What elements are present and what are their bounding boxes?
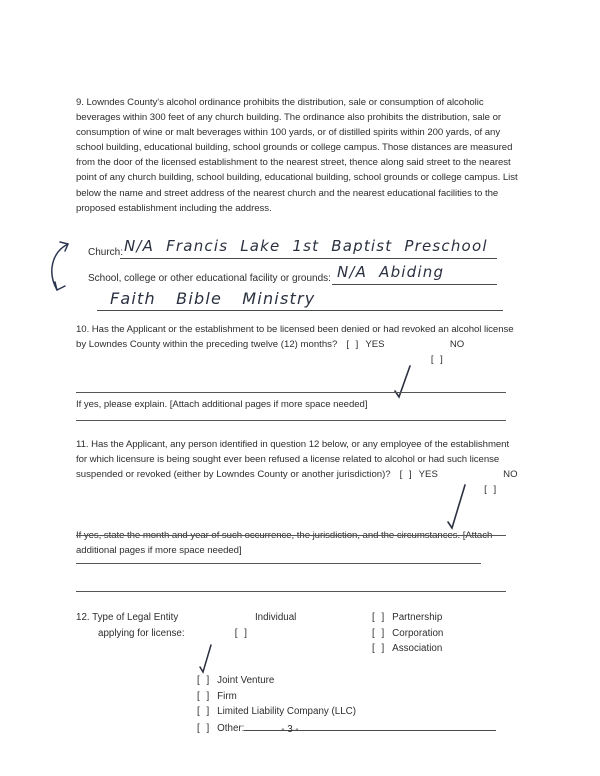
q11-no-checkbox-glyph: [ ] [484, 484, 499, 496]
q12-option-individual-label: Individual [254, 612, 297, 623]
q12-option-joint-venture-label: Joint Venture [217, 674, 275, 686]
q12-option-corporation [372, 626, 512, 642]
q10-line1: 10. Has the Applicant or the establishment to be licensed been denied or had revoked an alcohol license [76, 324, 514, 335]
checkbox-other-glyph: [ ] [197, 722, 212, 734]
q12-label-line1: 12. Type of Legal Entity [76, 612, 179, 623]
q9-line: 9. Lowndes County's alcohol ordinance prohibits the distribution, sale or consumption of alcoholic [76, 97, 484, 108]
q9-line: below the name and street address of the nearest church and the nearest educational facilities to the [76, 187, 499, 199]
q12-entity-column-2 [372, 610, 512, 657]
church-answer-line[interactable] [120, 258, 497, 259]
q12-option-joint-venture [197, 673, 512, 689]
q11-no-checkbox[interactable] [447, 467, 498, 527]
q10-yes-checkbox[interactable] [346, 337, 360, 352]
q9-line: point of any church building, school building, educational building, school grounds or college campus. List [76, 172, 518, 184]
q10-blank-line-1[interactable] [76, 392, 506, 393]
checkbox-partnership[interactable] [372, 610, 386, 626]
q12-option-other-label: Other: [217, 722, 245, 734]
q12-option-association [372, 641, 512, 657]
q10-no-checkmark-icon [392, 364, 414, 400]
q10-no-checkbox[interactable] [394, 337, 445, 397]
q11-line4: If yes, state the month and year of such occurrence, the jurisdiction, and the circumstances. [Attach [76, 529, 493, 541]
q11-line1: 11. Has the Applicant, any person identified in question 12 below, or any employee of the establishment [76, 439, 510, 450]
q12-option-association-label: Association [392, 643, 443, 655]
q9-line: proposed establishment including the address. [76, 202, 272, 214]
q11-no-label: NO [503, 469, 518, 481]
checkbox-llc[interactable] [197, 704, 211, 720]
margin-double-arrow-annotation [42, 236, 76, 298]
q11-line3-text: suspended or revoked (either by Lowndes County or another jurisdiction)? [76, 469, 391, 481]
school-handwritten-value-line2: Faith Bible Ministry [110, 289, 316, 308]
q12-option-llc-label: Limited Liability Company (LLC) [217, 706, 357, 718]
church-handwritten-value: N/A Francis Lake 1st Baptist Preschool [124, 237, 488, 255]
q9-line: beverages within 300 feet of any church building. The ordinance also prohibits the distribution, sale or [76, 112, 502, 124]
q11-no-checkmark-icon [445, 483, 469, 531]
q9-line: from the door of the licensed establishment to the nearest street, thence along said street to the nearest [76, 157, 511, 169]
question-9-paragraph [76, 95, 536, 216]
church-label: Church: [88, 247, 124, 258]
q12-individual-checkmark-icon [197, 643, 215, 675]
q12-option-corporation-label: Corporation [392, 627, 444, 639]
checkbox-corporation[interactable] [372, 626, 386, 642]
q10-answer-row [76, 337, 536, 397]
checkbox-association-glyph: [ ] [372, 643, 387, 655]
q12-option-partnership-label: Partnership [392, 612, 443, 623]
q10-line2-text: by Lowndes County within the preceding twelve (12) months? [76, 339, 338, 351]
page-number: - 3 - [281, 724, 299, 735]
q10-no-label: NO [449, 339, 465, 351]
q10-blank-line-2[interactable] [76, 420, 506, 421]
checkbox-firm-glyph: [ ] [197, 690, 212, 702]
q11-blank-line-1[interactable] [76, 535, 506, 536]
question-12-label [76, 610, 185, 641]
q12-option-partnership [372, 610, 512, 626]
q12-label-line2: applying for license: [98, 627, 185, 639]
q11-line2: for which licensure is being sought ever been refused a license related to alcohol or had such license [76, 454, 500, 466]
checkbox-corporation-glyph: [ ] [372, 627, 387, 639]
q12-option-llc [197, 704, 512, 720]
q11-yes-label: YES [418, 469, 438, 481]
q10-yes-label: YES [365, 339, 385, 351]
q12-option-firm [197, 689, 512, 705]
q11-answer-row [76, 467, 536, 527]
school-label: School, college or other educational facility or grounds: [88, 273, 331, 284]
checkbox-individual[interactable] [197, 610, 249, 673]
q11-yes-checkbox-glyph: [ ] [399, 469, 414, 481]
q11-blank-line-3[interactable] [76, 591, 506, 592]
question-10-paragraph [76, 322, 536, 413]
q11-blank-line-2[interactable] [76, 563, 481, 564]
checkbox-llc-glyph: [ ] [197, 706, 212, 718]
checkbox-joint-venture-glyph: [ ] [197, 674, 212, 686]
q9-line: school building, educational building, school grounds or college campus. Those distances are measured [76, 142, 513, 154]
q12-option-firm-label: Firm [217, 690, 237, 702]
q10-yes-checkbox-glyph: [ ] [346, 339, 361, 351]
q11-line5: additional pages if more space needed] [76, 544, 242, 556]
checkbox-individual-glyph: [ ] [234, 627, 249, 639]
school-answer-line-2[interactable] [97, 310, 503, 311]
checkbox-partnership-glyph: [ ] [372, 612, 387, 623]
checkbox-joint-venture[interactable] [197, 673, 211, 689]
school-handwritten-value: N/A Abiding [337, 263, 445, 281]
q10-no-checkbox-glyph: [ ] [430, 354, 445, 366]
question-11-paragraph [76, 437, 536, 558]
checkbox-association[interactable] [372, 641, 386, 657]
school-answer-line[interactable] [332, 284, 497, 285]
q11-yes-checkbox[interactable] [400, 467, 414, 482]
q9-line: consumption of wine or malt beverages within 100 yards, or of distilled spirits within 200 yards, of any [76, 127, 501, 139]
checkbox-firm[interactable] [197, 689, 211, 705]
q10-line3: If yes, please explain. [Attach additional pages if more space needed] [76, 399, 368, 411]
